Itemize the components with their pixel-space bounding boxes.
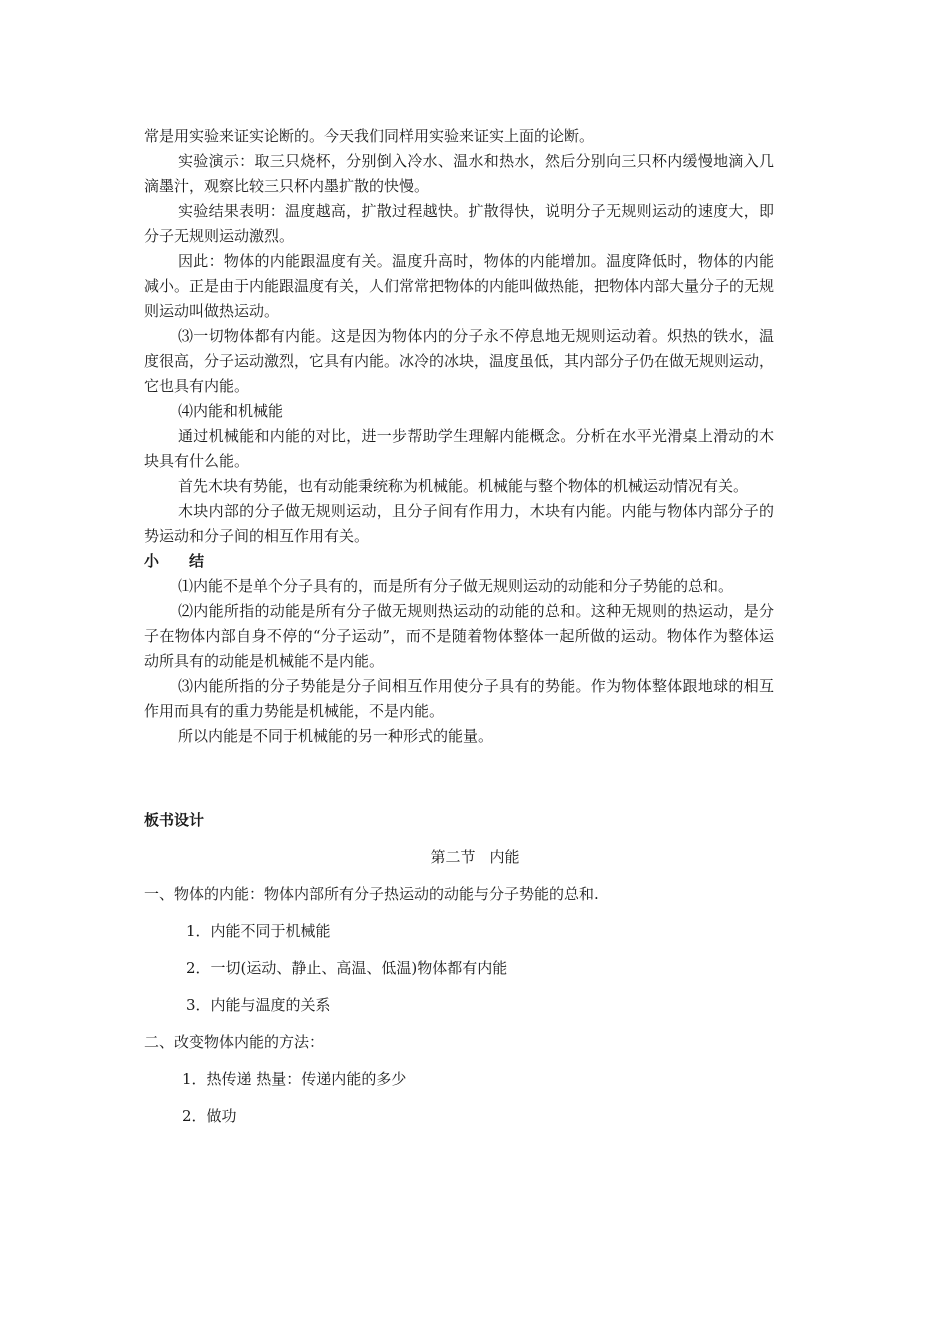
paragraph: 常是用实验来证实论断的。今天我们同样用实验来证实上面的论断。	[144, 127, 595, 145]
summary-paragraph: ⑵内能所指的动能是所有分子做无规则热运动的动能的总和。这种无规则的热运动，是分子在物体内部自身不停的“分子运动”，而不是随着物体整体一起所做的运动。物体作为整体运动所具有的动能是机械能不是内能。	[144, 602, 774, 670]
paragraph: 通过机械能和内能的对比，进一步帮助学生理解内能概念。分析在水平光滑桌上滑动的木块具有什么能。	[144, 427, 774, 470]
summary-paragraph: 所以内能是不同于机械能的另一种形式的能量。	[178, 727, 494, 745]
board-title	[0, 845, 950, 870]
board-item: 2．做功	[182, 1107, 237, 1125]
paragraph: ⑶一切物体都有内能。这是因为物体内的分子永不停息地无规则运动着。炽热的铁水，温度很高，分子运动激烈，它具有内能。冰冷的冰块，温度虽低，其内部分子仍在做无规则运动，它也具有内能。	[144, 327, 775, 395]
body-text	[144, 124, 774, 749]
board-title-topic: 内能	[489, 848, 520, 866]
summary-heading-char: 结	[189, 552, 205, 570]
board-item: 2．一切(运动、静止、高温、低温)物体都有内能	[186, 959, 508, 977]
paragraph: 首先木块有势能，也有动能秉统称为机械能。机械能与整个物体的机械运动情况有关。	[178, 477, 749, 495]
paragraph: ⑷内能和机械能	[178, 402, 284, 420]
summary-heading-char: 小	[144, 552, 160, 570]
board-item: 1．内能不同于机械能	[186, 922, 331, 940]
paragraph: 因此：物体的内能跟温度有关。温度升高时，物体的内能增加。温度降低时，物体的内能减小。正是由于内能跟温度有关，人们常常把物体的内能叫做热能，把物体内部大量分子的无规则运动叫做热运动。	[144, 252, 775, 320]
summary-paragraph: ⑶内能所指的分子势能是分子间相互作用使分子具有的势能。作为物体整体跟地球的相互作用而具有的重力势能是机械能，不是内能。	[144, 677, 774, 720]
board-item: 1．热传递 热量：传递内能的多少	[182, 1070, 407, 1088]
paragraph: 实验结果表明：温度越高，扩散过程越快。扩散得快，说明分子无规则运动的速度大，即分子无规则运动激烈。	[144, 202, 774, 245]
board-heading: 板书设计	[144, 811, 205, 829]
board-section-2: 二、改变物体内能的方法：	[144, 1033, 325, 1051]
board-item: 3．内能与温度的关系	[186, 996, 331, 1014]
paragraph: 实验演示：取三只烧杯，分别倒入冷水、温水和热水，然后分别向三只杯内缓慢地滴入几滴墨汁，观察比较三只杯内墨扩散的快慢。	[144, 152, 774, 195]
summary-heading	[144, 549, 774, 574]
summary-paragraph: ⑴内能不是单个分子具有的，而是所有分子做无规则运动的动能和分子势能的总和。	[178, 577, 734, 595]
paragraph: 木块内部的分子做无规则运动，且分子间有作用力，木块有内能。内能与物体内部分子的势运动和分子间的相互作用有关。	[144, 502, 774, 545]
board-section-1: 一、物体的内能：物体内部所有分子热运动的动能与分子势能的总和.	[144, 885, 599, 903]
board-title-section: 第二节	[430, 848, 476, 866]
